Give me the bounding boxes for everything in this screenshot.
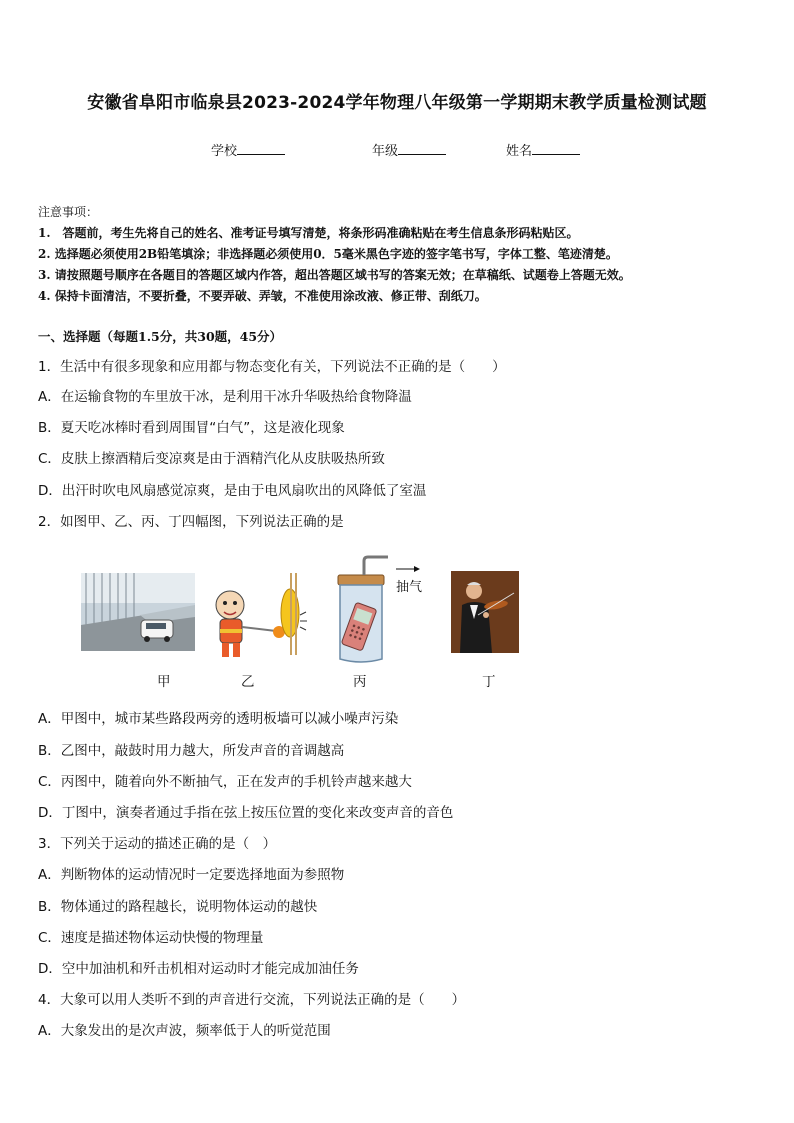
pump-out-label: 抽气	[396, 580, 423, 595]
q3-option-a: A．判断物体的运动情况时一定要选择地面为参照物	[38, 867, 345, 883]
notice-block	[38, 202, 631, 307]
name-blank[interactable]	[532, 142, 580, 155]
school-blank[interactable]	[237, 142, 285, 155]
notice-heading: 注意事项：	[38, 205, 99, 219]
q3-option-c: C．速度是描述物体运动快慢的物理量	[38, 930, 264, 946]
grade-field[interactable]	[372, 140, 446, 159]
notice-item: 2. 选择题必须使用2B铅笔填涂；非选择题必须使用0．5毫米黑色字迹的签字笔书写，字体工整、笔迹清楚。	[38, 247, 618, 261]
q3-option-d: D．空中加油机和歼击机相对运动时才能完成加油任务	[38, 961, 359, 977]
section-heading: 一、选择题（每题1.5分，共30题，45分）	[38, 329, 283, 344]
figure-label-bing: 丙	[353, 674, 367, 690]
school-field[interactable]	[211, 140, 285, 159]
grade-blank[interactable]	[398, 142, 446, 155]
q2-option-c: C．丙图中，随着向外不断抽气，正在发声的手机铃声越来越大	[38, 774, 412, 790]
q4-option-a: A．大象发出的是次声波，频率低于人的听觉范围	[38, 1023, 331, 1039]
grade-label: 年级	[372, 144, 399, 159]
school-label: 学校	[211, 144, 238, 159]
name-label: 姓名	[506, 144, 533, 159]
figure-bing-bell-jar-image	[338, 557, 423, 662]
q2-option-a: A．甲图中，城市某些路段两旁的透明板墙可以减小噪声污染	[38, 711, 399, 727]
q1-option-a: A．在运输食物的车里放干冰，是利用干冰升华吸热给食物降温	[38, 389, 412, 405]
question-1-stem: 1．生活中有很多现象和应用都与物态变化有关，下列说法不正确的是（ ）	[38, 359, 506, 375]
figure-label-jia: 甲	[157, 674, 171, 690]
q2-option-d: D．丁图中，演奏者通过手指在弦上按压位置的变化来改变声音的音色	[38, 805, 454, 821]
q2-option-b: B．乙图中，敲鼓时用力越大，所发声音的音调越高	[38, 743, 345, 759]
figure-jia-highway-image	[81, 573, 195, 651]
notice-item: 3. 请按照题号顺序在各题目的答题区域内作答，超出答题区域书写的答案无效；在草稿纸、试题卷上答题无效。	[38, 268, 631, 282]
figure-ding-violinist-image	[451, 571, 519, 653]
notice-item: 1. 答题前，考生先将自己的姓名、准考证号填写清楚，将条形码准确粘贴在考生信息条形码粘贴区。	[38, 226, 579, 240]
question-4-stem: 4．大象可以用人类听不到的声音进行交流，下列说法正确的是（ ）	[38, 992, 466, 1008]
name-field[interactable]	[506, 140, 580, 159]
q1-option-d: D．出汗时吹电风扇感觉凉爽，是由于电风扇吹出的风降低了室温	[38, 483, 427, 499]
figure-label-ding: 丁	[482, 674, 496, 690]
notice-item: 4. 保持卡面清洁，不要折叠，不要弄破、弄皱，不准使用涂改液、修正带、刮纸刀。	[38, 289, 487, 303]
question-3-stem: 3．下列关于运动的描述正确的是（ ）	[38, 836, 277, 852]
figure-label-yi: 乙	[241, 674, 255, 690]
exam-title: 安徽省阜阳市临泉县2023-2024学年物理八年级第一学期期末教学质量检测试题	[87, 93, 707, 113]
question-2-stem: 2．如图甲、乙、丙、丁四幅图，下列说法正确的是	[38, 514, 344, 530]
q3-option-b: B．物体通过的路程越长，说明物体运动的越快	[38, 899, 318, 915]
q1-option-c: C．皮肤上擦酒精后变凉爽是由于酒精汽化从皮肤吸热所致	[38, 451, 385, 467]
figure-yi-drum-image	[216, 573, 307, 657]
q1-option-b: B．夏天吃冰棒时看到周围冒“白气”，这是液化现象	[38, 420, 345, 436]
